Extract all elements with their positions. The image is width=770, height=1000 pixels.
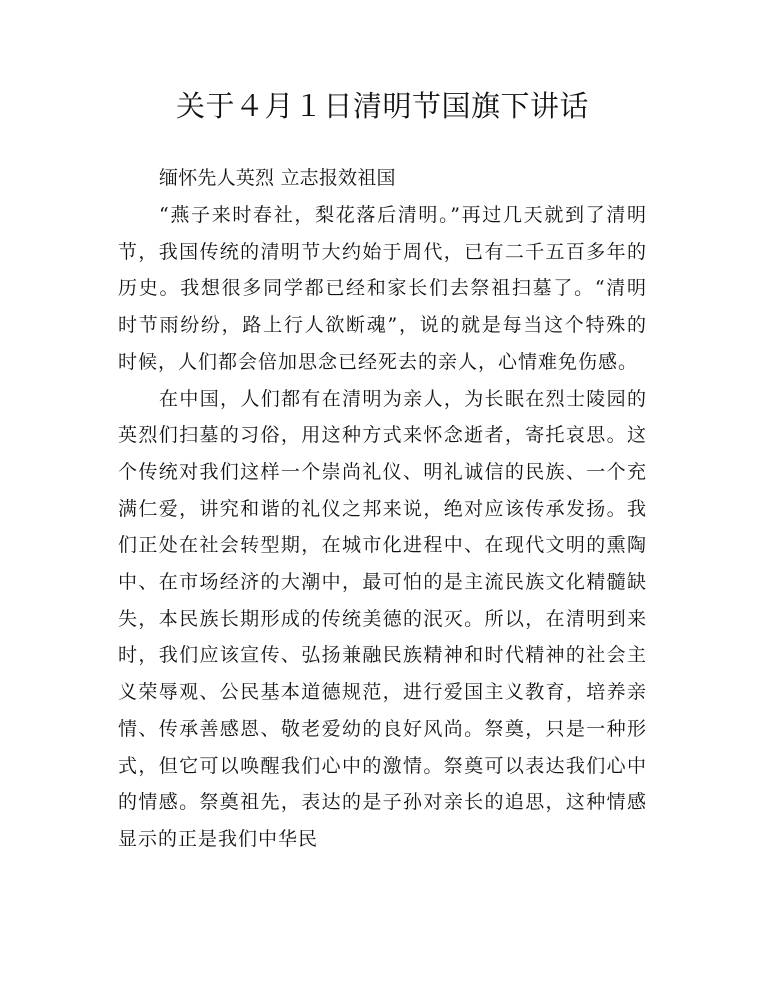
body-paragraph-2: 在中国，人们都有在清明为亲人，为长眠在烈士陵园的英烈们扫墓的习俗，用这种方式来怀念逝者，寄托哀思。这个传统对我们这样一个崇尚礼仪、明礼诚信的民族、一个充满仁爱，讲究和谐的礼仪之邦来说，绝对应该传承发扬。我们正处在社会转型期，在城市化进程中、在现代文明的熏陶中、在市场经济的大潮中，最可怕的是主流民族文化精髓缺失，本民族长期形成的传统美德的泯灭。所以，在清明到来时，我们应该宣传、弘扬兼融民族精神和时代精神的社会主义荣辱观、公民基本道德规范，进行爱国主义教育，培养亲情、传承善感恩、敬老爱幼的良好风尚。祭奠，只是一种形式，但它可以唤醒我们心中的激情。祭奠可以表达我们心中的情感。祭奠祖先，表达的是子孙对亲长的追思，这种情感显示的正是我们中华民: [118, 387, 647, 850]
document-subtitle: 缅怀先人英烈 立志报效祖国: [159, 167, 396, 189]
body-paragraph-1: “燕子来时春社，梨花落后清明。”再过几天就到了清明节，我国传统的清明节大约始于周代，已有二千五百多年的历史。我想很多同学都已经和家长们去祭祖扫墓了。“清明时节雨纷纷，路上行人欲断魂”，说的就是每当这个特殊的时候，人们都会倍加思念已经死去的亲人，心情难免伤感。: [118, 204, 647, 373]
document-title: 关于４月１日清明节国旗下讲话: [175, 89, 589, 123]
